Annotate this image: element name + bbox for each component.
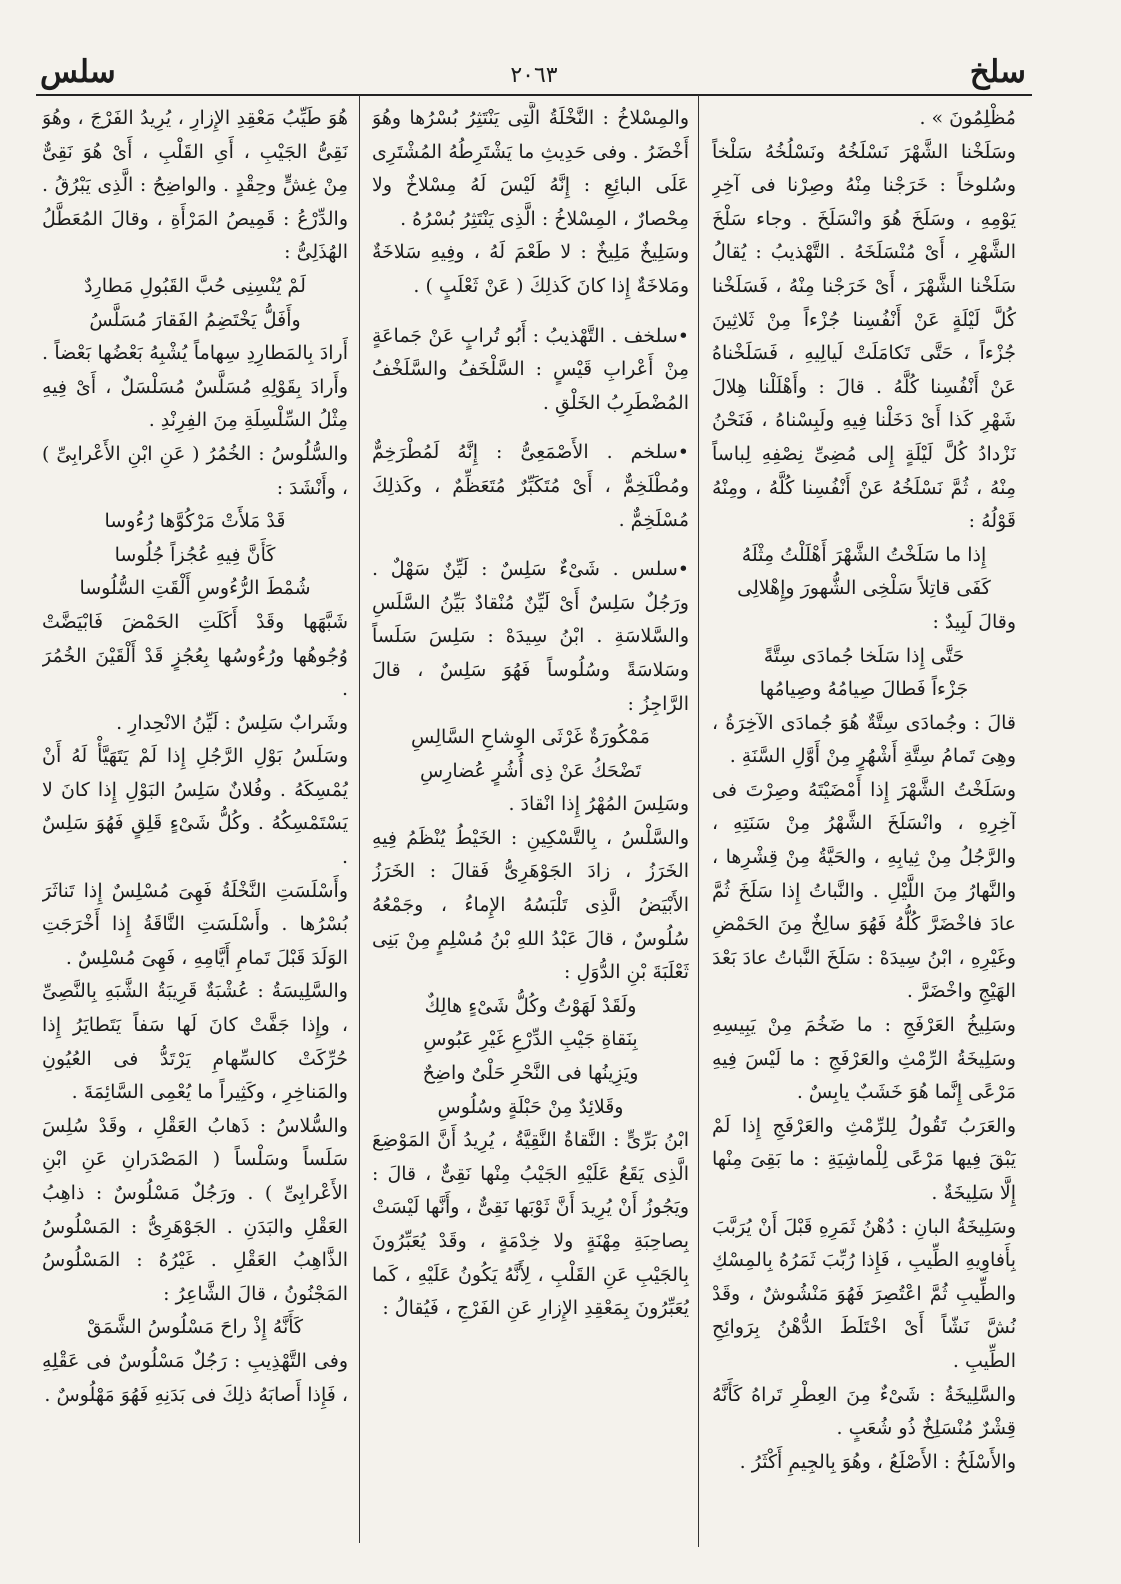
entry-headword-paragraph: • سلخم . الأَصْمَعِىُّ : إِنَّهُ لَمُطْرَخِمٌّ ومُطْلَخِمٌّ ، أَىْ مُتَكَبِّرٌ مُتَعَظِّمٌ ، وكَذلِكَ مُسْلَخِمٌّ . <box>372 436 689 537</box>
paragraph: ابْنُ بَرِّىٍّ : النَّقاةُ النَّقِيَّةُ ، يُرِيدُ أَنَّ المَوْضِعَ الَّذِى يَقَعُ عَلَيْهِ الجَيْبُ مِنْها نَقِىٌّ ، قالَ : ويَجُوزُ أَنْ يُرِيدَ أَنَّ ثَوْبَها نَقِىٌّ ، وأَنَّها لَيْسَتْ بِصاحِبَةِ مِهْنَةٍ ولا خِدْمَةٍ ، وقَدْ يُعَبِّرُونَ بِالجَيْبِ عَنِ القَلْبِ ، لِأَنَّهُ يَكُونُ عَلَيْهِ ، كَما يُعَبِّرُونَ بِمَعْقِدِ الإِزارِ عَنِ الفَرْجِ ، فَيُقالُ : <box>372 1129 689 1320</box>
paragraph: شَبَّهَها وقَدْ أَكَلَتِ الحَمْضَ فَابْيَضَّتْ وُجُوهُها ورُءُوسُها بِعُجُزٍ قَدْ أَلْقَيْنَ الخُمُرَ . <box>42 610 348 701</box>
verse-line: شُمْطَ الرُّءُوسِ أَلْقَتِ السُّلُوسا <box>79 577 311 600</box>
paragraph: والمِسْلاخُ : النَّخْلَةُ الَّتِى يَنْتَثِرُ بُسْرُها وهُوَ أَخْضَرُ . وفى حَدِيثِ ما يَشْتَرِطُهُ المُشْتَرِى عَلَى البائِعِ : إِنَّهُ لَيْسَ لَهُ مِسْلاخٌ ولا مِحْصارٌ ، المِسْلاخُ : الَّذِى يَنْتَثِرُ بُسْرُهُ . <box>372 107 689 230</box>
paragraph: وسَلِسَ المُهْرُ إِذا انْقادَ . <box>508 793 689 816</box>
verse-line: بِنَقاةِ جَيْبِ الدِّرْعِ غَيْرِ عَبُوسِ <box>423 1028 638 1051</box>
entry-separator <box>372 537 689 553</box>
paragraph: وشَرابٌ سَلِسٌ : لَيِّنُ الانْحِدارِ . <box>116 711 348 734</box>
paragraph: وسَلِيخُ العَرْفَجِ : ما ضَخُمَ مِنْ يَبِيسِهِ وسَلِيخَةُ الرِّمْثِ والعَرْفَجِ : ما لَيْسَ فِيهِ مَرْعًى إِنَّما هُوَ خَشَبٌ يابِسٌ . <box>712 1014 1016 1104</box>
text-column-right <box>712 102 1016 1552</box>
page-number: ٢٠٦٣ <box>510 63 558 88</box>
text-column-left <box>42 102 348 1552</box>
column-divider-right <box>698 95 699 1547</box>
text-column-middle <box>372 102 689 1552</box>
paragraph: والأَسْلَخُ : الأَصْلَعُ ، وهُوَ بِالجِيمِ أَكْثَرُ . <box>739 1450 1016 1473</box>
paragraph: والسَّلِيسَةُ : عُشْبَةٌ قَرِيبَةُ الشَّبَهِ بِالنَّصِىِّ ، وإِذا جَفَّتْ كانَ لَها سَفاً يَتَطايَرُ إِذا حُرِّكَتْ كالسِّهامِ يَرْتَدُّ فى العُيُونِ والمَناخِرِ ، وكَثِيراً ما يُعْمِى السَّائِمَةَ . <box>42 980 348 1104</box>
paragraph: وسَلِيخٌ مَلِيخٌ : لا طَعْمَ لَهُ ، وفِيهِ سَلاخَةٌ ومَلاخَةٌ إِذا كانَ كَذلِكَ ( عَنْ ثَعْلَبٍ ) . <box>372 241 689 297</box>
column-divider-left <box>359 95 360 1543</box>
entry-headword-paragraph: • سلس . شَىْءٌ سَلِسٌ : لَيِّنٌ سَهْلٌ . ورَجُلٌ سَلِسٌ أَىْ لَيِّنٌ مُنْقادٌ بَيِّنُ السَّلَسِ والسَّلاسَةِ . ابْنُ سِيدَهْ : سَلِسَ سَلَساً وسَلاسَةً وسُلُوساً فَهُوَ سَلِسٌ ، قالَ الرَّاجِزُ : <box>372 553 689 721</box>
verse-line: مَمْكُورَةٌ غَرْثَى الوِشاحِ السَّالِسِ <box>411 726 650 749</box>
verse-line: تَضْحَكُ عَنْ ذِى أُشُرٍ عُضارِسِ <box>420 759 641 782</box>
paragraph: والسَّلِيخَةُ : شَىْءٌ مِنَ العِطْرِ تَراهُ كَأَنَّهُ قِشْرٌ مُنْسَلِخٌ ذُو شُعَبٍ . <box>712 1383 1016 1440</box>
entry-separator <box>372 304 689 320</box>
verse-line: جَزْءاً فَطالَ صِيامُهُ وصِيامُها <box>759 678 969 701</box>
verse-line: كَأَنَّهُ إِذْ راحَ مَسْلُوسُ الشَّمَقْ <box>86 1316 304 1339</box>
paragraph: وسَلِيخَةُ البانِ : دُهْنُ ثَمَرِهِ قَبْلَ أَنْ يُرَبَّبَ بِأَفاوِيهِ الطِّيبِ ، فَإِذا رُبِّبَ ثَمَرُهُ بِالمِسْكِ والطِّيبِ ثُمَّ اعْتُصِرَ فَهُوَ مَنْشُوشٌ ، وقَدْ نُشَّ نَشّاً أَىْ اخْتَلَطَ الدُّهْنُ بِرَوائِحِ الطِّيبِ . <box>712 1215 1016 1372</box>
verse-line: ويَزِينُها فى النَّحْرِ حَلْىٌ واضِحٌ <box>422 1062 639 1085</box>
verse-line: ولَقَدْ لَهَوْتُ وكُلُّ شَىْءٍ هالِكٌ <box>424 994 637 1017</box>
verse-line: إِذا ما سَلَخْتُ الشَّهْرَ أَهْلَلْتُ مِثْلَهُ <box>741 543 987 566</box>
verse-line: قَدْ مَلأَتْ مَرْكُوَّها رُءُوسا <box>104 510 286 533</box>
paragraph: وقالَ لَبِيدٌ : <box>932 610 1016 633</box>
header-root-word-right: سلخ <box>969 54 1026 90</box>
paragraph: والسُّلاسُ : ذَهابُ العَقْلِ ، وقَدْ سُلِسَ سَلَساً وسَلْساً ( المَصْدَرانِ عَنِ ابْنِ الأَعْرابِىِّ ) . ورَجُلٌ مَسْلُوسٌ : ذاهِبُ العَقْلِ والبَدَنِ . الجَوْهَرِىُّ : المَسْلُوسُ الذَّاهِبُ العَقْلِ . غَيْرُهُ : المَسْلُوسُ المَجْنُونُ ، قالَ الشَّاعِرُ : <box>42 1114 348 1305</box>
entry-headword-paragraph: • سلخف . التَّهْذيبُ : أَبُو تُرابٍ عَنْ جَماعَةٍ مِنْ أَعْرابِ قَيْسٍ : السَّلْخَفُ والسَّلَخْفُ المُضْطَرِبُ الخَلْقِ . <box>372 320 689 421</box>
paragraph: وسَلَسُ بَوْلِ الرَّجُلِ إِذا لَمْ يَتَهَيَّأْ لَهُ أَنْ يُمْسِكَهُ . وفُلانٌ سَلِسُ البَوْلِ إِذا كانَ لا يَسْتَمْسِكُهُ . وكُلُّ شَىْءٍ قَلِقٍ فَهُوَ سَلِسٌ . <box>42 745 348 869</box>
paragraph: هُوَ طَيِّبُ مَعْقِدِ الإِزارِ ، يُرِيدُ الفَرْجَ ، وهُوَ نَقِىُّ الجَيْبِ ، أَىِ القَلْبِ ، أَىْ هُوَ نَقِىٌّ مِنْ غِشٍّ وحِقْدٍ . والواضِحُ : الَّذِى يَبْرُقُ . والدِّرْعُ : قَمِيصُ المَرْأَةِ ، وقالَ المُعَطَّلُ الهُذَلِىُّ : <box>42 107 348 264</box>
header-root-word-left: سلس <box>40 54 116 90</box>
entry-separator <box>372 420 689 436</box>
verse-line: وأَفَلُّ يَخْتَضِمُ الفَقارَ مُسَلَّسُ <box>89 308 301 331</box>
verse-line: لَمْ يُنْسِنِى حُبَّ القَبُولِ مَطارِدٌ <box>84 274 306 297</box>
paragraph: وأَسْلَسَتِ النَّخْلَةُ فَهِىَ مُسْلِسٌ إِذا تَناثَرَ بُسْرُها . وأَسْلَسَتِ النَّاقَةُ إِذا أَخْرَجَتِ الوَلَدَ قَبْلَ تَمامِ أَيَّامِهِ ، فَهِىَ مُسْلِسٌ . <box>42 879 348 969</box>
paragraph: والسُّلُوسُ : الخُمُرُ ( عَنِ ابْنِ الأَعْرابِىِّ ) ، وأَنْشَدَ : <box>42 442 348 499</box>
page-header <box>36 50 1032 96</box>
paragraph: وسَلَخْتُ الشَّهْرَ إِذا أَمْضَيْتَهُ وصِرْتَ فى آخِرِهِ ، وانْسَلَخَ الشَّهْرُ مِنْ سَنَتِهِ ، والرَّجُلُ مِنْ ثِيابِهِ ، والحَيَّةُ مِنْ قِشْرِها ، والنَّهارُ مِنَ اللَّيْلِ . والنَّباتُ إِذا سَلَخَ ثُمَّ عادَ فاخْضَرَّ كُلُّهُ فَهُوَ سالِخٌ مِنَ الحَمْضِ وغَيْرِهِ ، ابْنُ سِيدَهْ : سَلَخَ النَّباتُ عادَ بَعْدَ الهَيْجِ واخْضَرَّ . <box>712 778 1016 1003</box>
paragraph: والعَرَبُ تَقُولُ لِلرِّمْثِ والعَرْفَجِ إِذا لَمْ يَبْقَ فِيها مَرْعًى لِلْماشِيَةِ : ما بَقِىَ مِنْها إِلَّا سَلِيخَةٌ . <box>712 1114 1016 1204</box>
paragraph: مُظْلِمُونَ » . <box>919 107 1016 129</box>
paragraph: والسَّلْسُ ، بِالتَّسْكِينِ : الخَيْطُ يُنْظَمُ فِيهِ الخَرَزُ ، زادَ الجَوْهَرِىُّ فَقالَ : الخَرَزُ الأَبْيَضُ الَّذِى تَلْبَسُهُ الإِماءُ ، وجَمْعُهُ سُلُوسٌ ، قالَ عَبْدُ اللهِ بْنُ مُسْلِمٍ مِنْ بَنِى ثَعْلَبَةَ بْنِ الدُّوَلِ : <box>372 826 689 984</box>
paragraph: أَرادَ بِالمَطارِدِ سِهاماً يُشْبِهُ بَعْضُها بَعْضاً . وأَرادَ بِقَوْلِهِ مُسَلَّسٌ مُسَلْسَلٌ ، أَىْ فِيهِ مِثْلُ السِّلْسِلَةِ مِنَ الفِرِنْدِ . <box>42 342 348 432</box>
verse-line: كَأَنَّ فِيهِ عُجُزاً جُلُوسا <box>114 543 276 566</box>
verse-line: وقَلائِدٌ مِنْ حَبْلَةٍ وسُلُوسِ <box>437 1095 624 1118</box>
paragraph: قالَ : وجُمادَى سِتَّةٌ هُوَ جُمادَى الآخِرَةُ ، وهِىَ تَمامُ سِتَّةِ أَشْهُرٍ مِنْ أَوَّلِ السَّنَةِ . <box>712 711 1016 768</box>
verse-line: كَفَى قاتِلاً سَلْخِى الشُّهورَ وإِهْلالِى <box>737 577 991 600</box>
verse-line: حَتَّى إِذا سَلَخا جُمادَى سِتَّةً <box>763 644 965 667</box>
paragraph: وفى التَّهْذِيبِ : رَجُلٌ مَسْلُوسٌ فى عَقْلِهِ ، فَإِذا أَصابَهُ ذلِكَ فى بَدَنِهِ فَهُوَ مَهْلُوسٌ . <box>42 1349 348 1406</box>
paragraph: وسَلَخْنا الشَّهْرَ نَسْلَخُهُ ونَسْلُخُهُ سَلْخاً وسُلوخاً : خَرَجْنا مِنْهُ وصِرْنا فى آخِرِ يَوْمِهِ ، وسَلَخَ هُوَ وانْسَلَخَ . وجاء سَلْخَ الشَّهْرِ ، أَىْ مُنْسَلَخَهُ . التَّهْذيبُ : يُقالُ سَلَخْنا الشَّهْرَ ، أَىْ خَرَجْنا مِنْهُ ، فَسَلَخْنا كُلَّ لَيْلَةٍ عَنْ أَنْفُسِنا جُزْءاً مِنْ ثَلاثِينَ جُزْءاً ، حَتَّى تَكامَلَتْ لَيالِيهِ ، فَسَلَخْناهُ عَنْ أَنْفُسِنا كُلَّهُ . قالَ : وأَهْلَلْنا هِلالَ شَهْرِ كَذا أَىْ دَخَلْنا فِيهِ ولَبِسْناهُ ، فَنَحْنُ نَزْدادُ كُلَّ لَيْلَةٍ إِلى مُضِىِّ نِصْفِهِ لِباساً مِنْهُ ، ثُمَّ نَسْلَخُهُ عَنْ أَنْفُسِنا كُلَّهُ ، ومِنْهُ قَوْلُهُ : <box>712 140 1016 533</box>
